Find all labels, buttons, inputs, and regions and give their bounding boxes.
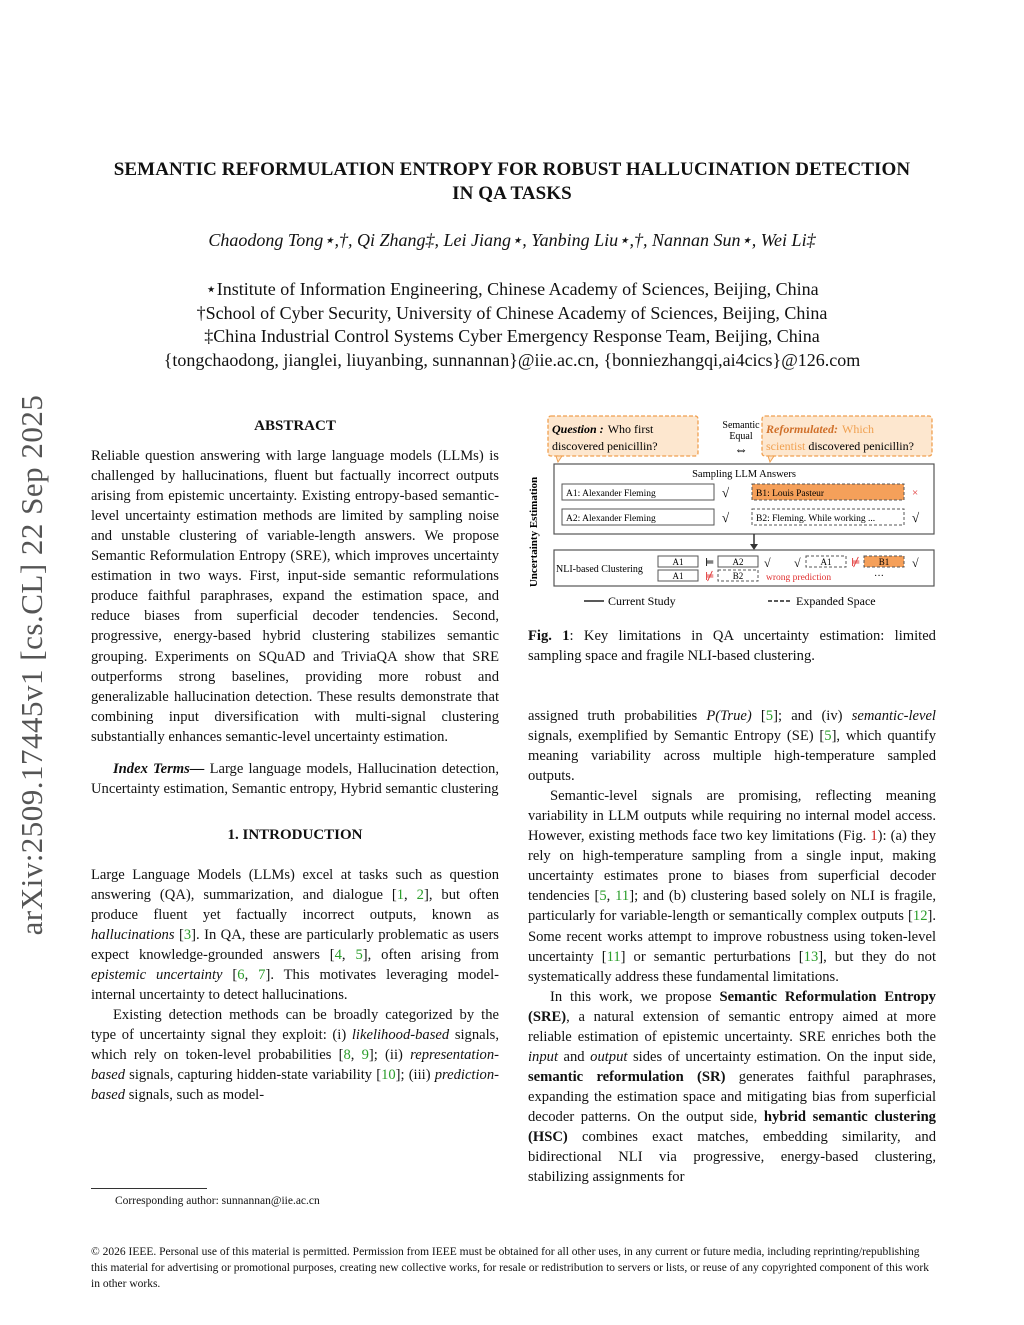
check-icon: √: [912, 510, 920, 525]
intro-paragraph-1: Large Language Models (LLMs) excel at tasks such as question answering (QA), summarization, and dialogue [1, 2], but often produce fluent yet factually incorrect outputs, known as hallucinations [3]. In QA, these are particularly problematic as users expect knowledge-grounded answers [4, 5], often arising from epistemic uncertainty [6, 7]. This motivates leveraging model-internal uncertainty to detect hallucinations.: [91, 866, 500, 1004]
title-line-2: IN QA TASKS: [452, 183, 572, 204]
right-paragraph-3: In this work, we propose Semantic Reformulation Entropy (SRE), a natural extension of semantic entropy aimed at more reliable estimation of epistemic uncertainty. SRE enriches both the input and output sides of uncertainty estimation. On the input side, semantic reformulation (SR) generates faithful paraphrases, expanding the estimation space and mitigating bias from superficial decoder patterns. On the output side, hybrid semantic clustering (HSC) combines exact matches, embedding similarity, and bidirectional NLI via progressive, energy-based clustering, stabilizing assignments for: [528, 988, 936, 1186]
wrong-prediction-label: wrong prediction: [766, 573, 832, 583]
citation-link[interactable]: 13: [803, 948, 819, 965]
author-emails: {tongchaodong, jianglei, liuyanbing, sunnannan}@iie.ac.cn, {bonniezhangqi,ai4cics}@126.com: [163, 349, 861, 370]
citation-link[interactable]: 8: [343, 1047, 351, 1064]
citation-link[interactable]: 12: [912, 908, 928, 925]
figure-1-caption: [528, 626, 936, 666]
ellipsis: ···: [874, 571, 884, 582]
affiliations: [60, 278, 964, 372]
arxiv-identifier: arXiv:2509.17445v1 [cs.CL] 22 Sep 2025: [14, 394, 49, 936]
intro-heading: 1. INTRODUCTION: [227, 826, 363, 843]
right-paragraph-1: assigned truth probabilities P(True) [5]; and (iv) semantic-level signals, exemplified by Semantic Entropy (SE) [5], which quantify meaning variability across multiple high-temperature sampled outputs.: [528, 708, 936, 785]
semantic-equal-label-2: Equal: [729, 431, 753, 442]
not-entails-icon: ⊭: [851, 557, 861, 569]
check-icon: √: [722, 485, 730, 500]
citation-link[interactable]: 5: [765, 708, 774, 724]
citation-link[interactable]: 5: [355, 947, 363, 964]
cluster-a2: A2: [732, 557, 744, 567]
citation-link[interactable]: 2: [416, 886, 424, 903]
legend-current-study: Current Study: [608, 594, 676, 608]
sampling-title: Sampling LLM Answers: [692, 469, 796, 480]
check-icon: √: [794, 556, 801, 570]
figure-1-diagram: [528, 412, 938, 617]
cluster-a1: A1: [672, 557, 684, 567]
right-paragraph-2: Semantic-level signals are promising, reflecting meaning variability in LLM outputs while requiring no internal model access. However, existing methods face two key limitations (Fig. 1): (a) they rely on high-temperature sampling from a single input, making uncertainty estimates prone to biases from superficial decoder tendencies [5, 11]; and (b) clustering based solely on NLI is fragile, particularly for variable-length or semantically complex outputs [12]. Some recent works attempt to improve robustness using token-level uncertainty [11] or semantic perturbations [13], but they do not systematically address these fundamental limitations.: [528, 788, 937, 985]
citation-link[interactable]: 10: [381, 1067, 396, 1084]
affiliation-2: †School of Cyber Security, University of Chinese Academy of Sciences, Beijing, China: [196, 302, 828, 323]
nli-clustering-label: NLI-based Clustering: [556, 564, 643, 575]
figure-reference-link[interactable]: 1: [870, 828, 878, 845]
index-terms-body: Large language models, Hallucination detection, Uncertainty estimation, Semantic entropy, Hybrid semantic clustering: [91, 760, 500, 797]
citation-link[interactable]: 6: [237, 967, 245, 984]
abstract-body: Reliable question answering with large language models (LLMs) is challenged by hallucinations, fluent but factually incorrect outputs arising from epistemic uncertainty. Existing entropy-based semantic-level uncertainty estimation methods are limited by sampling noise and unstable clustering of variable-length answers. We propose Semantic Reformulation Entropy (SRE), which improves uncertainty estimation in two ways. First, input-side semantic reformulations produce faithful paraphrases, expand the estimation space, and reduce biases from superficial decoder tendencies. Second, progressive, energy-based hybrid clustering stabilizes semantic grouping. Experiments on SQuAD and TriviaQA show that SRE outperforms strong baselines, providing more robust and generalizable hallucination detection. These results demonstrate that combining input diversification with multi-signal clustering substantially enhances semantic-level uncertainty estimation.: [91, 448, 499, 745]
footnote-rule: [91, 1188, 207, 1189]
figure-label: Fig. 1: [528, 628, 570, 644]
citation-link[interactable]: 1: [396, 886, 405, 903]
check-icon: √: [764, 556, 771, 570]
uncertainty-estimation-axis-label: Uncertainty Estimation: [528, 476, 540, 588]
answer-a2: A2: Alexander Fleming: [566, 514, 656, 524]
paper-title: [60, 158, 964, 206]
cross-icon: ×: [912, 487, 919, 499]
legend-expanded-space: Expanded Space: [796, 594, 876, 608]
figure-caption-text: : Key limitations in QA uncertainty estimation: limited sampling space and fragile NLI-based clustering.: [528, 628, 936, 664]
abstract-heading: ABSTRACT: [254, 418, 336, 434]
answer-b2: B2: Fleming. While working ...: [756, 514, 876, 524]
author-list: Chaodong Tong⋆,†, Qi Zhang‡, Lei Jiang⋆, Yanbing Liu⋆,†, Nannan Sun⋆, Wei Li‡: [208, 230, 816, 250]
citation-link[interactable]: 3: [183, 927, 192, 944]
entails-icon: ⊨: [705, 557, 715, 569]
citation-link[interactable]: 9: [361, 1047, 369, 1064]
intro-paragraph-2: Existing detection methods can be broadly categorized by the type of uncertainty signal they exploit: (i) likelihood-based signals, which rely on token-level probabilities [8, 9]; (ii) representation-based signals, capturing hidden-state variability [10]; (iii) prediction-based signals, such as model-: [91, 1007, 499, 1104]
citation-link[interactable]: 4: [334, 947, 342, 964]
right-column: [528, 706, 936, 1187]
check-icon: √: [912, 556, 919, 570]
semantic-equal-label-1: Semantic: [722, 420, 760, 431]
citation-link[interactable]: 5: [824, 728, 832, 745]
arxiv-sidebar-stamp: [12, 370, 52, 960]
cluster-b1: B1: [878, 557, 890, 567]
citation-link[interactable]: 11: [615, 888, 630, 905]
answer-b1: B1: Louis Pasteur: [756, 489, 825, 499]
index-terms: [91, 759, 499, 799]
question-text-1: Question : Who first: [552, 422, 654, 436]
affiliation-3: ‡China Industrial Control Systems Cyber Emergency Response Team, Beijing, China: [204, 326, 820, 346]
answer-a1: A1: Alexander Fleming: [566, 489, 656, 499]
citation-link[interactable]: 5: [599, 888, 607, 905]
figure-1: [528, 412, 938, 617]
affiliation-1: ⋆Institute of Information Engineering, Chinese Academy of Sciences, Beijing, China: [205, 279, 819, 299]
cluster-b2: B2: [732, 571, 744, 581]
reformulated-text-2: scientist discovered penicillin?: [766, 439, 914, 453]
question-text-2: discovered penicillin?: [552, 439, 658, 453]
cluster-a1: A1: [820, 557, 832, 567]
equivalence-icon: ⇔: [734, 443, 748, 458]
title-line-1: SEMANTIC REFORMULATION ENTROPY FOR ROBUST HALLUCINATION DETECTION: [113, 159, 911, 180]
corresponding-author-footnote: Corresponding author: sunnannan@iie.ac.cn: [115, 1195, 320, 1207]
citation-link[interactable]: 11: [606, 948, 621, 965]
check-icon: √: [722, 510, 730, 525]
not-entails-icon: ⊭: [705, 571, 715, 583]
cluster-a1: A1: [672, 571, 684, 581]
reformulated-text-1: Reformulated: Which: [766, 422, 874, 436]
left-column: [91, 416, 499, 1105]
index-terms-label: Index Terms—: [113, 760, 205, 777]
ieee-copyright-notice: © 2026 IEEE. Personal use of this material is permitted. Permission from IEEE must be obtained for all other uses, in any current or future media, including reprinting/republishing this material for advertising or promotional purposes, creating new collective works, for resale or redistribution to servers or lists, or reuse of any copyrighted component of this work in other works.: [91, 1246, 930, 1290]
citation-link[interactable]: 7: [258, 967, 266, 984]
